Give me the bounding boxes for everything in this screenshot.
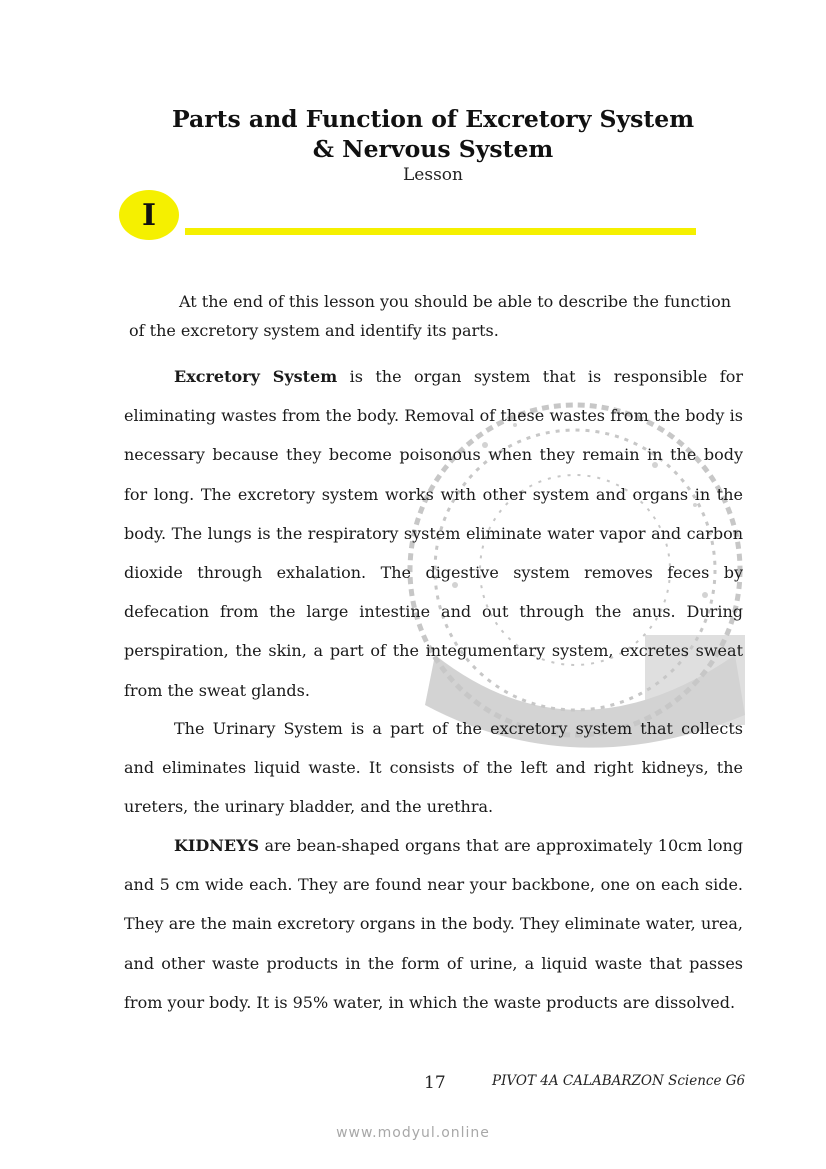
excretory-system-text: is the organ system that is responsible for eliminating wastes from the body. Removal of these wastes from the body is necessary because they become poisonous when they remain in the body for long. The excretory system works with other system and organs in the body. The lungs is the respiratory system eliminate water vapor and carbon dioxide through exhalation. The digestive system removes feces by defecation from the large intestine and out through the anus. During perspiration, the skin, a part of the integumentary system, excretes sweat from the sweat glands.	[124, 367, 744, 700]
intro-line-2: of the excretory system and identify its parts.	[129, 321, 499, 340]
urinary-system-paragraph	[124, 709, 743, 827]
kidneys-paragraph	[124, 826, 743, 1022]
kidneys-term: KIDNEYS	[174, 836, 260, 855]
kidneys-text: are bean-shaped organs that are approximately 10cm long and 5 cm wide each. They are found near your backbone, one on each side. They are the main excretory organs in the body. They eliminate water, urea, and other waste products in the form of urine, a liquid waste that passes from your body. It is 95% water, in which the waste products are dissolved.	[124, 836, 743, 1012]
site-watermark: www.modyul.online	[336, 1125, 490, 1141]
title-line-1: Parts and Function of Excretory System	[171, 105, 695, 133]
section-underline	[185, 228, 696, 235]
lesson-label: Lesson	[403, 165, 463, 185]
intro-paragraph	[129, 287, 741, 345]
section-badge-letter: I	[141, 197, 157, 233]
excretory-system-paragraph	[124, 357, 743, 710]
footer-text: PIVOT 4A CALABARZON Science G6	[492, 1073, 746, 1089]
title-line-2: & Nervous System	[312, 135, 554, 163]
intro-line-1: At the end of this lesson you should be able to describe the function	[179, 292, 732, 311]
urinary-system-text: The Urinary System is a part of the excretory system that collects and eliminates liquid waste. It consists of the left and right kidneys, the ureters, the urinary bladder, and the urethra.	[124, 719, 743, 817]
page-number: 17	[424, 1073, 446, 1093]
page-title	[0, 104, 826, 164]
excretory-system-term: Excretory System	[174, 367, 338, 386]
section-badge	[119, 190, 179, 240]
